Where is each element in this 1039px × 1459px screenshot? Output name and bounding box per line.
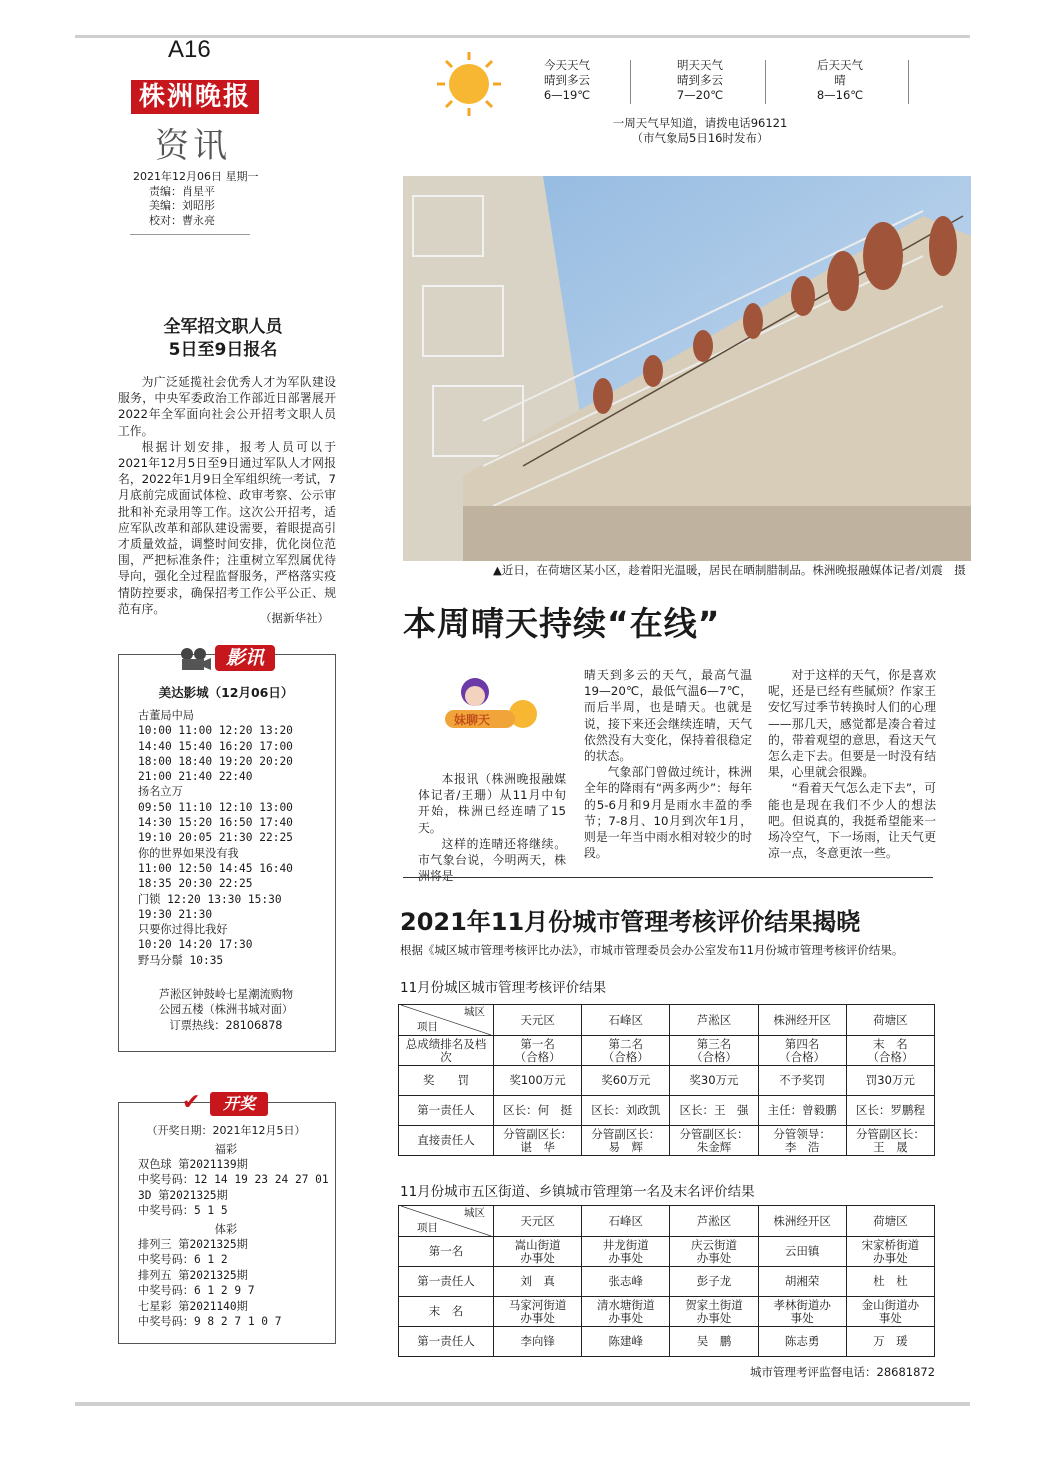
row-label: 第一名 xyxy=(399,1237,494,1267)
weather-hotline: 一周天气早知道，请拨电话96121 xyxy=(612,116,788,130)
table-cell: 奖100万元 xyxy=(494,1066,582,1096)
weather-temp: 8—16℃ xyxy=(816,88,864,102)
weather-today xyxy=(512,58,622,103)
district-header: 株洲经开区 xyxy=(758,1005,846,1036)
cinema-hotline: 订票热线：28106878 xyxy=(169,1018,283,1032)
row-label: 末 名 xyxy=(399,1297,494,1327)
story-column-1 xyxy=(418,771,566,884)
sports-label: 体彩 xyxy=(214,1223,238,1236)
district-header: 荷塘区 xyxy=(846,1206,934,1237)
cinema-address-line: 公园五楼（株洲书城对面） xyxy=(158,1003,294,1017)
table-cell: 庆云街道 办事处 xyxy=(670,1237,758,1267)
weather-day-label: 今天天气 xyxy=(544,58,590,72)
table-cell: 分管领导： 李 浩 xyxy=(758,1126,846,1156)
table-row xyxy=(399,1297,935,1327)
weather-tomorrow xyxy=(645,58,755,103)
weather-story-headline: 本周晴天持续“在线” xyxy=(403,604,721,643)
lottery-date: （开奖日期：2021年12月5日） xyxy=(146,1124,306,1137)
weather-note xyxy=(600,116,800,146)
district-header: 天元区 xyxy=(494,1005,582,1036)
editor-credit: 责编：肖星平 xyxy=(149,184,215,198)
army-title-line1: 全军招文职人员 xyxy=(163,317,283,337)
weather-day-after xyxy=(785,58,895,103)
designer-credit: 美编：刘昭彤 xyxy=(149,199,215,212)
district-header: 株洲经开区 xyxy=(758,1206,846,1237)
table-cell: 宋家桥街道 办事处 xyxy=(846,1237,934,1267)
weather-desc: 晴 xyxy=(834,73,846,87)
checkmark-icon: ✔ xyxy=(182,1090,201,1115)
table-cell: 区长：罗鹏程 xyxy=(846,1096,934,1126)
table-cell: 第一名 （合格） xyxy=(494,1036,582,1066)
newspaper-logo: 株洲晚报 xyxy=(131,80,259,114)
table-corner xyxy=(399,1206,494,1237)
section-divider xyxy=(403,877,933,878)
district-score-table xyxy=(398,1004,935,1156)
district-header: 芦淞区 xyxy=(670,1206,758,1237)
row-label: 第一责任人 xyxy=(399,1096,494,1126)
weather-source: （市气象局5日16时发布） xyxy=(631,131,769,145)
story-column-2 xyxy=(584,667,752,861)
table-cell: 主任：曾毅鹏 xyxy=(758,1096,846,1126)
table-cell: 胡湘荣 xyxy=(758,1267,846,1297)
district-header: 石峰区 xyxy=(582,1206,670,1237)
divider xyxy=(130,234,250,235)
table-cell: 奖60万元 xyxy=(582,1066,670,1096)
table-row xyxy=(399,1096,935,1126)
film-projector-icon xyxy=(178,646,212,672)
army-title-line2: 5日至9日报名 xyxy=(168,340,278,360)
table-corner xyxy=(399,1005,494,1036)
table-cell: 第二名 （合格） xyxy=(582,1036,670,1066)
proofreader-credit: 校对：曹永亮 xyxy=(149,213,215,227)
corner-bottom-label: 项目 xyxy=(417,1021,438,1033)
army-paragraph: 根据计划安排，报考人员可以于2021年12月5日至9日通过军队人才网报名，2022年1月9日全军组织统一考试，7月底前完成面试体检、政审考察、公示审批和补充录用等工作。这次公开招考，适应军队改革和部队建设需要，着眼提高引才质量效益，调整时间安排，优化岗位范围，严把标准条件；注重树立军烈属优待导向，强化全过程监督服务，严格落实疫情防控要求，确保招考工作公平公正、规范有序。 xyxy=(118,439,336,616)
table1-title: 11月份城区城市管理考核评价结果 xyxy=(400,980,607,996)
table-cell: 马家河街道 办事处 xyxy=(494,1297,582,1327)
table-row xyxy=(399,1036,935,1066)
corner-top-label: 城区 xyxy=(464,1006,485,1018)
table2-title: 11月份城市五区街道、乡镇城市管理第一名及末名评价结果 xyxy=(400,1184,755,1200)
district-header: 天元区 xyxy=(494,1206,582,1237)
table-cell: 张志峰 xyxy=(582,1267,670,1297)
army-paragraph: 为广泛延揽社会优秀人才为军队建设服务，中央军委政治工作部近日部署展开2022年全军面向社会公开招考文职人员工作。 xyxy=(118,375,336,438)
weather-divider xyxy=(765,60,766,104)
story-paragraph: “看着天气怎么走下去”，可能也是现在我们不少人的想法吧。但说真的，我挺希望能来一场冷空气，下一场雨，让天气更凉一点，冬意更浓一些。 xyxy=(768,781,936,861)
row-label: 奖 罚 xyxy=(399,1066,494,1096)
army-article-source: （据新华社） xyxy=(260,611,329,625)
city-mgmt-headline: 2021年11月份城市管理考核评价结果揭晓 xyxy=(400,908,861,936)
table-cell: 彭子龙 xyxy=(670,1267,758,1297)
photo-caption: ▲近日，在荷塘区某小区，趁着阳光温暖，居民在晒制腊制品。株洲晚报融媒体记者/刘震 摄 xyxy=(493,563,966,577)
weather-day-label: 明天天气 xyxy=(677,58,723,72)
table-cell: 第四名 （合格） xyxy=(758,1036,846,1066)
row-label: 第一责任人 xyxy=(399,1327,494,1357)
table-cell: 第三名 （合格） xyxy=(670,1036,758,1066)
army-article-body xyxy=(118,374,336,617)
page-number: A16 xyxy=(168,36,211,63)
table-row xyxy=(399,1066,935,1096)
news-photo xyxy=(403,176,971,561)
table-cell: 分管副区长： 朱金辉 xyxy=(670,1126,758,1156)
weather-temp: 6—19℃ xyxy=(543,88,591,102)
sports-results: 排列三 第2021325期 中奖号码：6 1 2 排列五 第2021325期 中奖号码：6 1 2 9 7 七星彩 第2021140期 中奖号码：9 8 2 7 1 0 7 xyxy=(138,1238,282,1329)
district-header: 芦淞区 xyxy=(670,1005,758,1036)
story-paragraph: 气象部门曾做过统计，株洲全年的降雨有“两多两少”：每年的5-6月和9月是雨水丰盈的季节；7-8月、10月到次年1月，则是一年当中雨水相对较少的时段。 xyxy=(584,765,752,861)
weather-desc: 晴到多云 xyxy=(677,73,723,87)
cinema-name: 美达影城（12月06日） xyxy=(158,685,294,700)
table-cell: 不予奖罚 xyxy=(758,1066,846,1096)
district-header: 荷塘区 xyxy=(846,1005,934,1036)
story-paragraph: 晴天到多云的天气，最高气温19—20℃，最低气温6—7℃，而后半周，也是晴天。也就是说，接下来还会继续连晴，天气依然没有大变化，保持着很稳定的状态。 xyxy=(584,668,752,764)
welfare-results: 双色球 第2021139期 中奖号码：12 14 19 23 24 27 01 3D 第2021325期 中奖号码：5 1 5 xyxy=(138,1158,329,1218)
table-cell: 刘 真 xyxy=(494,1267,582,1297)
table-cell: 区长：王 强 xyxy=(670,1096,758,1126)
table-cell: 贺家土街道 办事处 xyxy=(670,1297,758,1327)
cinema-showtimes: 古董局中局 10:00 11:00 12:20 13:20 14:40 15:40 16:20 17:00 18:00 18:40 19:20 20:20 21:00 21:40 22:40 扬名立万 09:50 11:10 12:10 13:00 14:30 15:20 16:50 17:40 19:10 20:05 21:30 22:25 你的世界如果没有我 11:00 12:50 14:45 16:40 18:35 20:30 22:25 门锁 12:20 13:30 15:30 19:30 21:30 只要你过得比我好 10:20 14:20 17:30 野马分鬃 10:35 xyxy=(138,709,293,967)
table-cell: 万 瑗 xyxy=(846,1327,934,1357)
table-cell: 吴 鹏 xyxy=(670,1327,758,1357)
table-cell: 分管副区长： 王 晟 xyxy=(846,1126,934,1156)
story-paragraph: 本报讯（株洲晚报融媒体记者/王珊）从11月中旬开始，株洲已经连晴了15天。 xyxy=(418,772,566,835)
table-cell: 李向锋 xyxy=(494,1327,582,1357)
weather-day-label: 后天天气 xyxy=(817,58,863,72)
table-cell: 孝林街道办 事处 xyxy=(758,1297,846,1327)
city-mgmt-intro: 根据《城区城市管理考核评比办法》，市城市管理委员会办公室发布11月份城市管理考核评价结果。 xyxy=(400,943,904,957)
table-cell: 金山街道办 事处 xyxy=(846,1297,934,1327)
table-cell: 清水塘街道 办事处 xyxy=(582,1297,670,1327)
table-cell: 嵩山街道 办事处 xyxy=(494,1237,582,1267)
district-header: 石峰区 xyxy=(582,1005,670,1036)
cinema-address xyxy=(118,987,334,1033)
table-cell: 井龙街道 办事处 xyxy=(582,1237,670,1267)
table-cell: 分管副区长： 易 辉 xyxy=(582,1126,670,1156)
table-cell: 杜 杜 xyxy=(846,1267,934,1297)
weather-desc: 晴到多云 xyxy=(544,73,590,87)
table-cell: 末 名 （合格） xyxy=(846,1036,934,1066)
table-row xyxy=(399,1267,935,1297)
section-title: 资讯 xyxy=(155,126,231,166)
table-cell: 罚30万元 xyxy=(846,1066,934,1096)
weather-temp: 7—20℃ xyxy=(676,88,724,102)
story-column-3 xyxy=(768,667,936,861)
table-cell: 区长：刘政凯 xyxy=(582,1096,670,1126)
editorial-credits xyxy=(133,170,259,228)
row-label: 总成绩排名及档次 xyxy=(399,1036,494,1066)
row-label: 第一责任人 xyxy=(399,1267,494,1297)
table-cell: 陈志勇 xyxy=(758,1327,846,1357)
table-cell: 分管副区长： 谌 华 xyxy=(494,1126,582,1156)
avatar-label: 妹聊天 xyxy=(454,713,491,727)
army-article-title xyxy=(118,316,328,362)
table-cell: 奖30万元 xyxy=(670,1066,758,1096)
row-label: 直接责任人 xyxy=(399,1126,494,1156)
table-cell: 云田镇 xyxy=(758,1237,846,1267)
story-paragraph: 这样的连晴还将继续。市气象台说，今明两天，株 xyxy=(418,836,566,868)
weather-divider xyxy=(908,60,909,104)
corner-bottom-label: 项目 xyxy=(417,1222,438,1234)
table-cell: 区长：何 挺 xyxy=(494,1096,582,1126)
welfare-label: 福彩 xyxy=(214,1143,238,1156)
table-row xyxy=(399,1126,935,1156)
date-line: 2021年12月06日 星期一 xyxy=(133,170,259,183)
story-paragraph: 对于这样的天气，你是喜欢呢，还是已经有些腻烦？作家王安忆写过季节转换时人们的心理——那几天，感觉都是凑合着过的，带着观望的意思，看这天气怎么走下去。但要是一时没有结果，心里就会很躁。 xyxy=(768,668,936,780)
street-score-table xyxy=(398,1205,935,1357)
weather-divider xyxy=(630,60,631,104)
sun-icon xyxy=(435,50,503,118)
table-row xyxy=(399,1327,935,1357)
supervision-hotline: 城市管理考评监督电话：28681872 xyxy=(750,1365,936,1379)
table-row xyxy=(399,1237,935,1267)
lottery-badge: 开奖 xyxy=(210,1092,268,1116)
cinema-address-line: 芦淞区钟鼓岭七星潮流购物 xyxy=(158,988,294,1001)
corner-top-label: 城区 xyxy=(464,1207,485,1219)
cinema-badge: 影讯 xyxy=(215,645,275,671)
table-cell: 陈建峰 xyxy=(582,1327,670,1357)
bottom-rule xyxy=(75,1402,970,1406)
